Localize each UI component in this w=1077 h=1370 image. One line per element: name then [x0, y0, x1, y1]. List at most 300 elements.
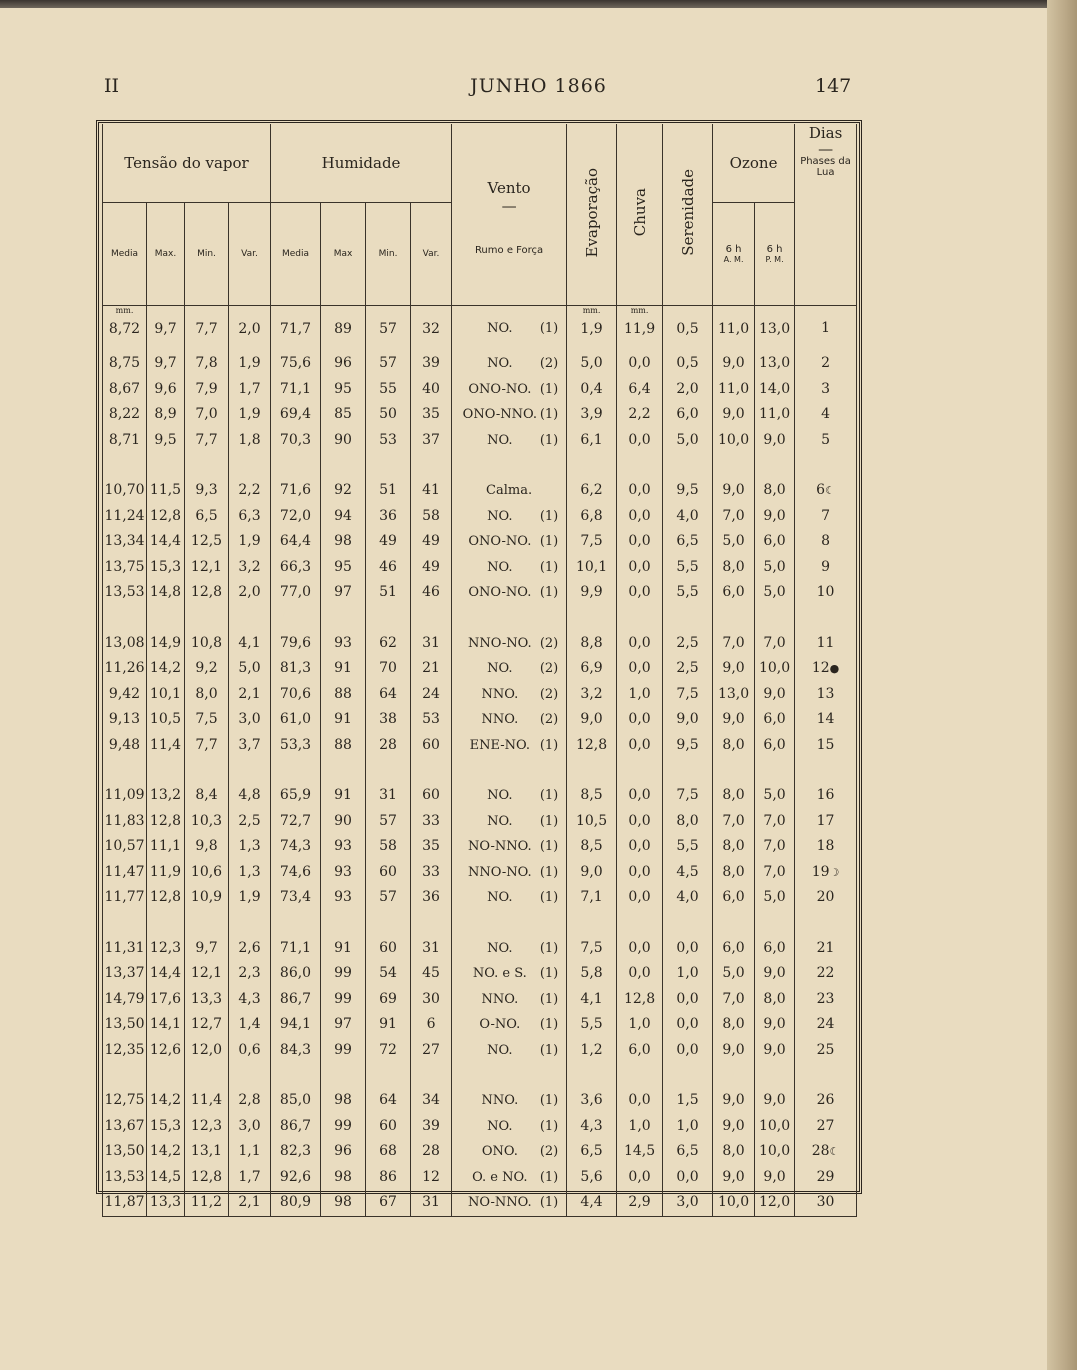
- cell-o2: 6,0: [755, 936, 795, 962]
- cell-vento: [452, 733, 567, 759]
- cell-hm: 92,6: [271, 1165, 321, 1191]
- cell-ev: 12,8: [567, 733, 617, 759]
- cell-o2: 5,0: [755, 885, 795, 911]
- cell-hx: 95: [321, 377, 366, 403]
- cell-dia: [795, 733, 857, 759]
- cell-ch: 0,0: [617, 809, 663, 835]
- cell-o1: 9,0: [713, 1165, 755, 1191]
- cell-tn: 9,7: [185, 936, 229, 962]
- cell-tv: 4,3: [229, 987, 271, 1013]
- cell-dia: [795, 580, 857, 606]
- cell-o1: 10,0: [713, 428, 755, 454]
- cell-tn: 7,8: [185, 351, 229, 377]
- cell-tm: 13,75: [103, 555, 147, 581]
- cell-tm: 11,31: [103, 936, 147, 962]
- cell-ch: 1,0: [617, 1012, 663, 1038]
- wind-direction: NNO.: [481, 1093, 519, 1108]
- col-humidade-max: Max: [321, 203, 366, 306]
- cell-tx: 17,6: [147, 987, 185, 1013]
- cell-tm: 13,08: [103, 631, 147, 657]
- cell-hv: 41: [411, 478, 452, 504]
- table-row: [103, 1165, 857, 1191]
- cell-tv: 1,9: [229, 529, 271, 555]
- cell-o1: 9,0: [713, 478, 755, 504]
- cell-o2: 6,0: [755, 707, 795, 733]
- day-number: 23: [816, 990, 835, 1007]
- cell-value: 1,9: [580, 320, 603, 337]
- day-number: 11: [816, 634, 835, 651]
- spacer-cell: [617, 758, 663, 783]
- cell-se: 7,5: [663, 682, 713, 708]
- wind-force: (1): [539, 940, 559, 956]
- cell-o1: 5,0: [713, 961, 755, 987]
- cell-tm: 8,75: [103, 351, 147, 377]
- cell-o1: 9,0: [713, 1088, 755, 1114]
- table-row: [103, 377, 857, 403]
- cell-tn: 7,7: [185, 733, 229, 759]
- cell-hv: 21: [411, 656, 452, 682]
- cell-se: 9,5: [663, 733, 713, 759]
- spacer-cell: [185, 453, 229, 478]
- cell-dia: [795, 1012, 857, 1038]
- cell-hn: 57: [366, 306, 411, 352]
- cell-o1: 7,0: [713, 631, 755, 657]
- cell-hv: 24: [411, 682, 452, 708]
- cell-hn: 70: [366, 656, 411, 682]
- cell-ch: 0,0: [617, 351, 663, 377]
- cell-hx: 90: [321, 809, 366, 835]
- cell-vento: [452, 1139, 567, 1165]
- cell-se: 5,5: [663, 580, 713, 606]
- cell-hx: 88: [321, 682, 366, 708]
- cell-vento: [452, 809, 567, 835]
- row-spacer: [103, 911, 857, 936]
- cell-tm: 14,79: [103, 987, 147, 1013]
- cell-dia: [795, 961, 857, 987]
- wind-direction: NO.: [487, 890, 513, 905]
- cell-hn: 50: [366, 402, 411, 428]
- cell-hm: 94,1: [271, 1012, 321, 1038]
- day-number: 12: [811, 660, 830, 676]
- cell-vento: [452, 936, 567, 962]
- cell-hv: 31: [411, 1190, 452, 1216]
- cell-ch: 0,0: [617, 707, 663, 733]
- table-row: [103, 733, 857, 759]
- cell-se: 0,0: [663, 1165, 713, 1191]
- cell-tn: 12,7: [185, 1012, 229, 1038]
- day-number: 27: [816, 1117, 835, 1134]
- wind-force: (1): [539, 1017, 559, 1032]
- cell-hn: 28: [366, 733, 411, 759]
- spacer-cell: [411, 453, 452, 478]
- cell-o2: 9,0: [755, 504, 795, 530]
- cell-dia: [795, 809, 857, 835]
- cell-ch: 0,0: [617, 478, 663, 504]
- cell-ev: 10,5: [567, 809, 617, 835]
- day-number: 14: [816, 711, 835, 727]
- cell-tm: 11,87: [103, 1190, 147, 1216]
- row-spacer: [103, 606, 857, 631]
- cell-hv: 36: [411, 885, 452, 911]
- cell-vento: [452, 885, 567, 911]
- cell-dia: [795, 428, 857, 454]
- wind-direction: NO.: [487, 508, 513, 524]
- cell-tn: 12,8: [185, 580, 229, 606]
- cell-o2: 9,0: [755, 1165, 795, 1191]
- cell-o2: 10,0: [755, 656, 795, 682]
- wind-direction: NO.: [487, 661, 513, 676]
- wind-force: (1): [539, 1093, 559, 1108]
- cell-hm: 61,0: [271, 707, 321, 733]
- cell-se: 1,0: [663, 1114, 713, 1140]
- cell-hx: 93: [321, 885, 366, 911]
- cell-se: 6,5: [663, 1139, 713, 1165]
- spacer-cell: [147, 453, 185, 478]
- day-number: 16: [816, 787, 835, 803]
- cell-vento: [452, 834, 567, 860]
- day-number: 15: [816, 736, 835, 753]
- cell-tv: 3,0: [229, 707, 271, 733]
- cell-o1: 7,0: [713, 504, 755, 530]
- cell-hm: 74,3: [271, 834, 321, 860]
- cell-dia: [795, 1139, 857, 1165]
- spacer-cell: [411, 911, 452, 936]
- cell-tx: 13,2: [147, 783, 185, 809]
- header-chuva: [617, 124, 663, 306]
- cell-tn: 10,6: [185, 860, 229, 886]
- col-tensao-max: Max.: [147, 203, 185, 306]
- cell-ev: 1,2: [567, 1038, 617, 1064]
- cell-tn: 12,1: [185, 555, 229, 581]
- cell-tn: 13,3: [185, 987, 229, 1013]
- spacer-cell: [229, 911, 271, 936]
- cell-hn: 55: [366, 377, 411, 403]
- spacer-cell: [366, 758, 411, 783]
- cell-ch: 0,0: [617, 580, 663, 606]
- table-row: [103, 555, 857, 581]
- cell-o1: 9,0: [713, 402, 755, 428]
- cell-hn: 46: [366, 555, 411, 581]
- cell-ch: 0,0: [617, 961, 663, 987]
- cell-tn: 9,2: [185, 656, 229, 682]
- cell-o1: 9,0: [713, 1114, 755, 1140]
- wind-force: (1): [539, 1118, 559, 1134]
- cell-o2: 9,0: [755, 428, 795, 454]
- dias-dash: —: [818, 140, 834, 158]
- cell-hn: 54: [366, 961, 411, 987]
- cell-ch: 1,0: [617, 1114, 663, 1140]
- spacer-cell: [103, 1063, 147, 1088]
- cell-o1: 8,0: [713, 834, 755, 860]
- cell-ev: 8,8: [567, 631, 617, 657]
- spacer-cell: [147, 758, 185, 783]
- cell-hm: 64,4: [271, 529, 321, 555]
- day-number: 1: [821, 320, 831, 336]
- spacer-cell: [185, 606, 229, 631]
- spacer-cell: [617, 453, 663, 478]
- day-number: 24: [816, 1016, 835, 1032]
- cell-o1: 6,0: [713, 936, 755, 962]
- cell-ev: 5,8: [567, 961, 617, 987]
- wind-force: (2): [539, 712, 559, 727]
- cell-dia: [795, 1088, 857, 1114]
- cell-o1: 7,0: [713, 809, 755, 835]
- spacer-cell: [185, 911, 229, 936]
- cell-hx: 88: [321, 733, 366, 759]
- cell-tx: 15,3: [147, 1114, 185, 1140]
- wind-direction: ONO-NO.: [468, 534, 532, 549]
- cell-ch: 0,0: [617, 428, 663, 454]
- cell-hn: 69: [366, 987, 411, 1013]
- spacer-cell: [755, 1063, 795, 1088]
- cell-hv: 35: [411, 402, 452, 428]
- cell-vento: [452, 402, 567, 428]
- spacer-cell: [103, 453, 147, 478]
- ozone-pm-hour: 6 h: [766, 244, 783, 255]
- spacer-cell: [147, 1063, 185, 1088]
- spacer-cell: [755, 911, 795, 936]
- spacer-cell: [567, 758, 617, 783]
- cell-dia: [795, 529, 857, 555]
- cell-hx: 93: [321, 631, 366, 657]
- cell-hv: 53: [411, 707, 452, 733]
- section-number: II: [104, 75, 120, 97]
- unit-label: mm.: [630, 306, 649, 315]
- spacer-cell: [185, 758, 229, 783]
- wind-force: (1): [539, 1169, 559, 1185]
- moon-phase-icon: ●: [829, 662, 840, 675]
- cell-hm: 86,0: [271, 961, 321, 987]
- cell-dia: [795, 1165, 857, 1191]
- cell-ch: 0,0: [617, 885, 663, 911]
- cell-hv: 37: [411, 428, 452, 454]
- spacer-cell: [713, 911, 755, 936]
- spacer-cell: [452, 1063, 567, 1088]
- cell-vento: [452, 961, 567, 987]
- wind-force: (1): [539, 559, 559, 575]
- cell-value: 8,72: [108, 320, 141, 337]
- table-row: [103, 809, 857, 835]
- cell-ch: 0,0: [617, 555, 663, 581]
- cell-ch: 14,5: [617, 1139, 663, 1165]
- table-row: [103, 351, 857, 377]
- spacer-cell: [321, 1063, 366, 1088]
- spacer-cell: [321, 606, 366, 631]
- table-row: [103, 580, 857, 606]
- cell-o2: 9,0: [755, 961, 795, 987]
- cell-o2: 5,0: [755, 555, 795, 581]
- cell-hv: 27: [411, 1038, 452, 1064]
- spacer-cell: [271, 453, 321, 478]
- spacer-cell: [567, 911, 617, 936]
- cell-value: 11,9: [623, 320, 656, 337]
- cell-se: 7,5: [663, 783, 713, 809]
- cell-hx: 93: [321, 834, 366, 860]
- cell-ev: 6,1: [567, 428, 617, 454]
- spacer-cell: [663, 758, 713, 783]
- wind-force: (1): [539, 966, 559, 981]
- day-number: 7: [821, 507, 831, 524]
- spacer-cell: [229, 453, 271, 478]
- cell-hm: 75,6: [271, 351, 321, 377]
- cell-dia: [795, 987, 857, 1013]
- cell-tn: 10,3: [185, 809, 229, 835]
- cell-tm: 13,67: [103, 1114, 147, 1140]
- cell-hx: 91: [321, 707, 366, 733]
- cell-o1: 5,0: [713, 529, 755, 555]
- cell-dia: [795, 936, 857, 962]
- cell-dia: [795, 1190, 857, 1216]
- cell-tm: 13,50: [103, 1012, 147, 1038]
- cell-se: 0,5: [663, 351, 713, 377]
- cell-tm: 11,47: [103, 860, 147, 886]
- spacer-cell: [103, 911, 147, 936]
- cell-hv: 39: [411, 351, 452, 377]
- meteorological-table: [102, 124, 857, 1217]
- cell-tv: 4,1: [229, 631, 271, 657]
- cell-hn: 60: [366, 936, 411, 962]
- cell-tv: 5,0: [229, 656, 271, 682]
- cell-o1: 8,0: [713, 860, 755, 886]
- spacer-cell: [366, 911, 411, 936]
- table-row: [103, 682, 857, 708]
- cell-hv: 58: [411, 504, 452, 530]
- spacer-cell: [271, 911, 321, 936]
- cell-tv: 1,7: [229, 377, 271, 403]
- cell-ev: 10,1: [567, 555, 617, 581]
- cell-hx: 99: [321, 961, 366, 987]
- cell-hx: 97: [321, 580, 366, 606]
- cell-ch: 0,0: [617, 936, 663, 962]
- cell-dia: [795, 656, 857, 682]
- cell-tm: 13,34: [103, 529, 147, 555]
- table-row: [103, 860, 857, 886]
- cell-se: 9,0: [663, 707, 713, 733]
- cell-hv: 32: [411, 306, 452, 352]
- cell-hm: 71,1: [271, 936, 321, 962]
- wind-direction: NO.: [487, 788, 513, 803]
- cell-dia: [795, 555, 857, 581]
- cell-tn: 6,5: [185, 504, 229, 530]
- cell-tv: 6,3: [229, 504, 271, 530]
- cell-vento: [452, 1190, 567, 1216]
- wind-force: (1): [539, 991, 559, 1007]
- spacer-cell: [663, 911, 713, 936]
- day-number: 6: [816, 482, 826, 498]
- day-number: 21: [816, 939, 835, 956]
- cell-dia: [795, 783, 857, 809]
- cell-hv: 12: [411, 1165, 452, 1191]
- wind-force: (1): [539, 890, 559, 905]
- cell-hm: 69,4: [271, 402, 321, 428]
- cell-tx: 14,4: [147, 529, 185, 555]
- spacer-cell: [713, 1063, 755, 1088]
- cell-o2: 9,0: [755, 1012, 795, 1038]
- cell-tm: 13,37: [103, 961, 147, 987]
- table-row: [103, 885, 857, 911]
- cell-o1: 6,0: [713, 580, 755, 606]
- day-number: 2: [821, 355, 831, 371]
- spacer-cell: [452, 606, 567, 631]
- spacer-cell: [229, 1063, 271, 1088]
- spacer-cell: [411, 1063, 452, 1088]
- cell-ch: 2,2: [617, 402, 663, 428]
- col-ozone-am: [713, 203, 755, 306]
- spacer-cell: [663, 1063, 713, 1088]
- spacer-cell: [229, 606, 271, 631]
- cell-hv: 40: [411, 377, 452, 403]
- wind-direction: NO.: [487, 813, 513, 829]
- cell-hm: 77,0: [271, 580, 321, 606]
- cell-hv: 49: [411, 529, 452, 555]
- day-number: 18: [816, 838, 835, 854]
- table-body: [103, 306, 857, 1217]
- cell-o2: 14,0: [755, 377, 795, 403]
- cell-se: 4,5: [663, 860, 713, 886]
- cell-o2: 8,0: [755, 478, 795, 504]
- serenidade-label: Serenidade: [678, 169, 697, 256]
- cell-o1: 9,0: [713, 656, 755, 682]
- cell-tn: 12,8: [185, 1165, 229, 1191]
- spacer-cell: [755, 758, 795, 783]
- spacer-cell: [663, 453, 713, 478]
- wind-force: (1): [539, 864, 559, 880]
- cell-vento: [452, 478, 567, 504]
- cell-se: 0,0: [663, 1012, 713, 1038]
- cell-hn: 57: [366, 885, 411, 911]
- wind-force: (1): [539, 1042, 559, 1058]
- cell-hv: 33: [411, 860, 452, 886]
- cell-hx: 98: [321, 529, 366, 555]
- table-row: [103, 1114, 857, 1140]
- cell-dia: [795, 1038, 857, 1064]
- spacer-cell: [321, 453, 366, 478]
- cell-ev: 5,5: [567, 1012, 617, 1038]
- spacer-cell: [663, 606, 713, 631]
- cell-tv: 2,2: [229, 478, 271, 504]
- cell-ev: 7,5: [567, 529, 617, 555]
- cell-tx: 14,1: [147, 1012, 185, 1038]
- cell-hn: 49: [366, 529, 411, 555]
- cell-ev: [567, 306, 617, 352]
- col-humidade-min: Min.: [366, 203, 411, 306]
- cell-tx: 9,7: [147, 351, 185, 377]
- cell-tn: 10,9: [185, 885, 229, 911]
- cell-tn: 7,9: [185, 377, 229, 403]
- cell-tm: 8,22: [103, 402, 147, 428]
- table-row: [103, 783, 857, 809]
- unit-label: mm.: [115, 306, 134, 315]
- group-humidade: Humidade: [271, 124, 452, 203]
- wind-direction: NNO-NO.: [468, 635, 532, 651]
- cell-vento: [452, 351, 567, 377]
- vento-subheader: Rumo e Força: [474, 245, 544, 256]
- table-row: [103, 402, 857, 428]
- cell-o2: 9,0: [755, 1038, 795, 1064]
- cell-se: 1,5: [663, 1088, 713, 1114]
- table-row: [103, 936, 857, 962]
- day-number: 4: [821, 406, 831, 422]
- ozone-pm-period: P. M.: [765, 255, 784, 264]
- wind-direction: NO.: [487, 940, 513, 956]
- table-row: [103, 1190, 857, 1216]
- cell-tm: 11,24: [103, 504, 147, 530]
- day-number: 28: [811, 1143, 830, 1159]
- spacer-cell: [185, 1063, 229, 1088]
- wind-direction: ENE-NO.: [469, 737, 531, 753]
- unit-label: mm.: [582, 306, 601, 315]
- cell-tv: 4,8: [229, 783, 271, 809]
